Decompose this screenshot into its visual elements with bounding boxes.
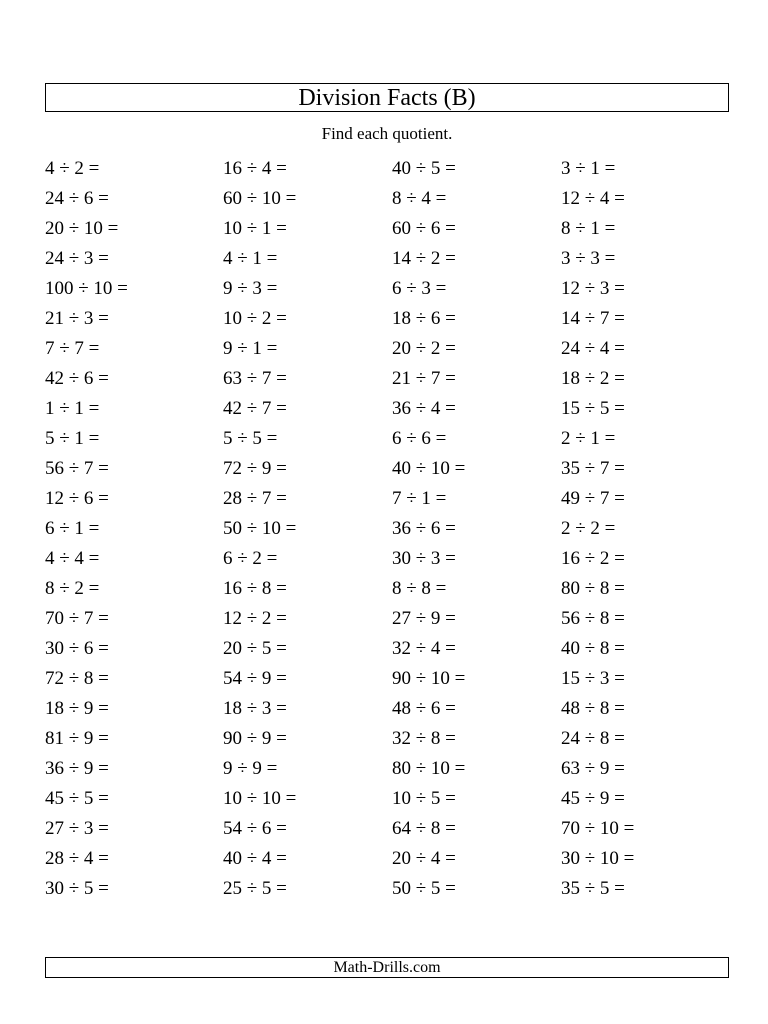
- division-problem: 60 ÷ 6 =: [392, 218, 456, 239]
- division-problem: 24 ÷ 6 =: [45, 188, 109, 209]
- division-problem: 8 ÷ 4 =: [392, 188, 447, 209]
- division-problem: 20 ÷ 2 =: [392, 338, 456, 359]
- division-problem: 24 ÷ 3 =: [45, 248, 109, 269]
- division-problem: 6 ÷ 6 =: [392, 428, 447, 449]
- division-problem: 7 ÷ 7 =: [45, 338, 100, 359]
- division-problem: 21 ÷ 3 =: [45, 308, 109, 329]
- division-problem: 30 ÷ 5 =: [45, 878, 109, 899]
- division-problem: 9 ÷ 9 =: [223, 758, 278, 779]
- division-problem: 48 ÷ 8 =: [561, 698, 625, 719]
- division-problem: 60 ÷ 10 =: [223, 188, 297, 209]
- division-problem: 18 ÷ 9 =: [45, 698, 109, 719]
- division-problem: 45 ÷ 5 =: [45, 788, 109, 809]
- division-problem: 27 ÷ 9 =: [392, 608, 456, 629]
- division-problem: 30 ÷ 3 =: [392, 548, 456, 569]
- division-problem: 12 ÷ 3 =: [561, 278, 625, 299]
- division-problem: 30 ÷ 6 =: [45, 638, 109, 659]
- division-problem: 16 ÷ 4 =: [223, 158, 287, 179]
- division-problem: 24 ÷ 8 =: [561, 728, 625, 749]
- division-problem: 24 ÷ 4 =: [561, 338, 625, 359]
- division-problem: 40 ÷ 4 =: [223, 848, 287, 869]
- division-problem: 6 ÷ 2 =: [223, 548, 278, 569]
- division-problem: 80 ÷ 8 =: [561, 578, 625, 599]
- division-problem: 54 ÷ 6 =: [223, 818, 287, 839]
- division-problem: 5 ÷ 5 =: [223, 428, 278, 449]
- division-problem: 36 ÷ 4 =: [392, 398, 456, 419]
- division-problem: 20 ÷ 5 =: [223, 638, 287, 659]
- problem-column-2: [223, 157, 388, 907]
- division-problem: 25 ÷ 5 =: [223, 878, 287, 899]
- footer-text: Math-Drills.com: [333, 958, 441, 976]
- worksheet-title: Division Facts (B): [298, 84, 476, 111]
- division-problem: 14 ÷ 7 =: [561, 308, 625, 329]
- problem-column-1: [45, 157, 210, 907]
- division-problem: 63 ÷ 9 =: [561, 758, 625, 779]
- division-problem: 18 ÷ 2 =: [561, 368, 625, 389]
- division-problem: 35 ÷ 7 =: [561, 458, 625, 479]
- worksheet-title-box: [45, 83, 729, 112]
- division-problem: 100 ÷ 10 =: [45, 278, 128, 299]
- division-problem: 16 ÷ 2 =: [561, 548, 625, 569]
- division-problem: 63 ÷ 7 =: [223, 368, 287, 389]
- division-problem: 2 ÷ 1 =: [561, 428, 616, 449]
- division-problem: 5 ÷ 1 =: [45, 428, 100, 449]
- division-problem: 10 ÷ 1 =: [223, 218, 287, 239]
- division-problem: 56 ÷ 8 =: [561, 608, 625, 629]
- division-problem: 20 ÷ 10 =: [45, 218, 119, 239]
- division-problem: 42 ÷ 6 =: [45, 368, 109, 389]
- division-problem: 21 ÷ 7 =: [392, 368, 456, 389]
- division-problem: 4 ÷ 2 =: [45, 158, 100, 179]
- division-problem: 90 ÷ 9 =: [223, 728, 287, 749]
- instructions: Find each quotient.: [321, 124, 453, 143]
- division-problem: 36 ÷ 9 =: [45, 758, 109, 779]
- division-problem: 50 ÷ 5 =: [392, 878, 456, 899]
- division-problem: 3 ÷ 3 =: [561, 248, 616, 269]
- division-problem: 50 ÷ 10 =: [223, 518, 297, 539]
- division-problem: 80 ÷ 10 =: [392, 758, 466, 779]
- division-problem: 49 ÷ 7 =: [561, 488, 625, 509]
- division-problem: 70 ÷ 10 =: [561, 818, 635, 839]
- division-problem: 40 ÷ 5 =: [392, 158, 456, 179]
- division-problem: 10 ÷ 2 =: [223, 308, 287, 329]
- division-problem: 2 ÷ 2 =: [561, 518, 616, 539]
- division-problem: 3 ÷ 1 =: [561, 158, 616, 179]
- division-problem: 16 ÷ 8 =: [223, 578, 287, 599]
- division-problem: 40 ÷ 10 =: [392, 458, 466, 479]
- division-problem: 4 ÷ 4 =: [45, 548, 100, 569]
- division-problem: 18 ÷ 6 =: [392, 308, 456, 329]
- division-problem: 72 ÷ 8 =: [45, 668, 109, 689]
- division-problem: 64 ÷ 8 =: [392, 818, 456, 839]
- division-problem: 32 ÷ 8 =: [392, 728, 456, 749]
- division-problem: 15 ÷ 3 =: [561, 668, 625, 689]
- division-problem: 7 ÷ 1 =: [392, 488, 447, 509]
- division-problem: 72 ÷ 9 =: [223, 458, 287, 479]
- division-problem: 12 ÷ 4 =: [561, 188, 625, 209]
- division-problem: 18 ÷ 3 =: [223, 698, 287, 719]
- division-problem: 8 ÷ 8 =: [392, 578, 447, 599]
- division-problem: 20 ÷ 4 =: [392, 848, 456, 869]
- division-problem: 28 ÷ 7 =: [223, 488, 287, 509]
- division-problem: 27 ÷ 3 =: [45, 818, 109, 839]
- division-problem: 1 ÷ 1 =: [45, 398, 100, 419]
- problem-grid: [45, 157, 729, 907]
- division-problem: 6 ÷ 1 =: [45, 518, 100, 539]
- division-problem: 12 ÷ 2 =: [223, 608, 287, 629]
- footer-box: [45, 957, 729, 978]
- division-problem: 28 ÷ 4 =: [45, 848, 109, 869]
- division-problem: 8 ÷ 1 =: [561, 218, 616, 239]
- division-problem: 36 ÷ 6 =: [392, 518, 456, 539]
- division-problem: 9 ÷ 1 =: [223, 338, 278, 359]
- division-problem: 81 ÷ 9 =: [45, 728, 109, 749]
- division-problem: 40 ÷ 8 =: [561, 638, 625, 659]
- division-problem: 15 ÷ 5 =: [561, 398, 625, 419]
- division-problem: 54 ÷ 9 =: [223, 668, 287, 689]
- division-problem: 6 ÷ 3 =: [392, 278, 447, 299]
- division-problem: 45 ÷ 9 =: [561, 788, 625, 809]
- division-problem: 48 ÷ 6 =: [392, 698, 456, 719]
- division-problem: 10 ÷ 5 =: [392, 788, 456, 809]
- division-problem: 10 ÷ 10 =: [223, 788, 297, 809]
- division-problem: 56 ÷ 7 =: [45, 458, 109, 479]
- division-problem: 30 ÷ 10 =: [561, 848, 635, 869]
- division-problem: 70 ÷ 7 =: [45, 608, 109, 629]
- division-problem: 32 ÷ 4 =: [392, 638, 456, 659]
- division-problem: 14 ÷ 2 =: [392, 248, 456, 269]
- division-problem: 4 ÷ 1 =: [223, 248, 278, 269]
- problem-column-4: [561, 157, 726, 907]
- division-problem: 90 ÷ 10 =: [392, 668, 466, 689]
- division-problem: 8 ÷ 2 =: [45, 578, 100, 599]
- division-problem: 42 ÷ 7 =: [223, 398, 287, 419]
- division-problem: 12 ÷ 6 =: [45, 488, 109, 509]
- problem-column-3: [392, 157, 557, 907]
- division-problem: 9 ÷ 3 =: [223, 278, 278, 299]
- division-problem: 35 ÷ 5 =: [561, 878, 625, 899]
